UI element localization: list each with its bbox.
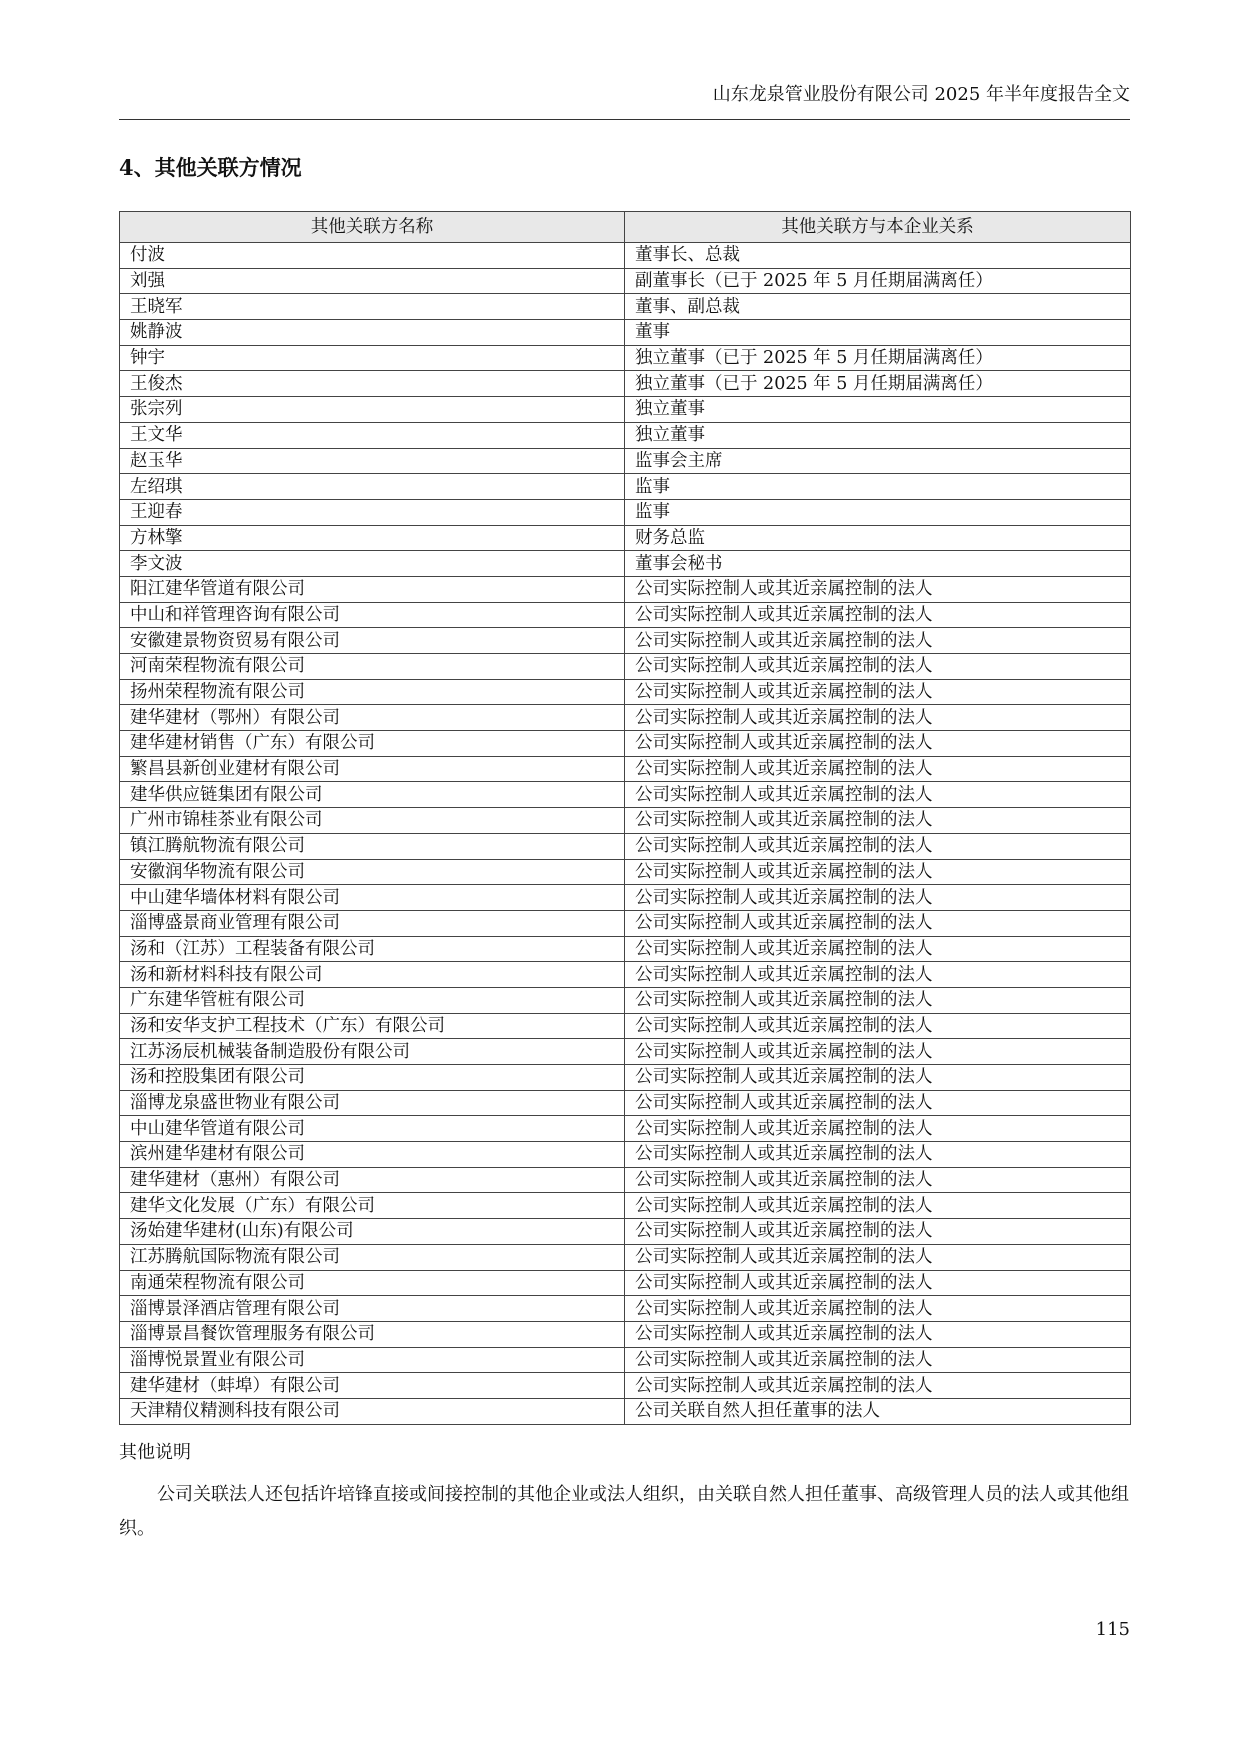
cell-party-name: 淄博龙泉盛世物业有限公司 bbox=[120, 1090, 625, 1116]
table-row bbox=[120, 1013, 1131, 1039]
cell-party-name: 淄博悦景置业有限公司 bbox=[120, 1347, 625, 1373]
table-row bbox=[120, 268, 1131, 294]
cell-relationship: 公司实际控制人或其近亲属控制的法人 bbox=[625, 1142, 1131, 1168]
table-row bbox=[120, 756, 1131, 782]
cell-party-name: 赵玉华 bbox=[120, 448, 625, 474]
cell-relationship: 公司实际控制人或其近亲属控制的法人 bbox=[625, 1167, 1131, 1193]
cell-relationship: 独立董事 bbox=[625, 422, 1131, 448]
cell-party-name: 滨州建华建材有限公司 bbox=[120, 1142, 625, 1168]
cell-relationship: 公司实际控制人或其近亲属控制的法人 bbox=[625, 1219, 1131, 1245]
cell-party-name: 天津精仪精测科技有限公司 bbox=[120, 1398, 625, 1424]
cell-relationship: 公司实际控制人或其近亲属控制的法人 bbox=[625, 962, 1131, 988]
table-row bbox=[120, 1193, 1131, 1219]
cell-party-name: 付波 bbox=[120, 243, 625, 269]
cell-party-name: 汤和控股集团有限公司 bbox=[120, 1065, 625, 1091]
table-row bbox=[120, 551, 1131, 577]
cell-relationship: 董事会秘书 bbox=[625, 551, 1131, 577]
page-header: 山东龙泉管业股份有限公司 2025 年半年度报告全文 bbox=[712, 84, 1130, 105]
cell-relationship: 公司实际控制人或其近亲属控制的法人 bbox=[625, 654, 1131, 680]
cell-relationship: 监事 bbox=[625, 474, 1131, 500]
header-divider bbox=[119, 119, 1130, 120]
table-row bbox=[120, 576, 1131, 602]
cell-relationship: 公司实际控制人或其近亲属控制的法人 bbox=[625, 1296, 1131, 1322]
table-row bbox=[120, 1090, 1131, 1116]
cell-party-name: 李文波 bbox=[120, 551, 625, 577]
cell-relationship: 公司实际控制人或其近亲属控制的法人 bbox=[625, 910, 1131, 936]
cell-relationship: 公司实际控制人或其近亲属控制的法人 bbox=[625, 808, 1131, 834]
cell-party-name: 中山和祥管理咨询有限公司 bbox=[120, 602, 625, 628]
table-row bbox=[120, 499, 1131, 525]
table-row bbox=[120, 474, 1131, 500]
table-body bbox=[120, 243, 1131, 1425]
table-row bbox=[120, 833, 1131, 859]
table-row bbox=[120, 243, 1131, 269]
cell-relationship: 独立董事（已于 2025 年 5 月任期届满离任） bbox=[625, 345, 1131, 371]
table-header-row bbox=[120, 212, 1131, 243]
table-row bbox=[120, 1270, 1131, 1296]
cell-relationship: 公司实际控制人或其近亲属控制的法人 bbox=[625, 1193, 1131, 1219]
table-row bbox=[120, 1219, 1131, 1245]
related-parties-table bbox=[119, 211, 1131, 1425]
table-row bbox=[120, 910, 1131, 936]
table-row bbox=[120, 397, 1131, 423]
cell-relationship: 公司实际控制人或其近亲属控制的法人 bbox=[625, 705, 1131, 731]
cell-party-name: 安徽润华物流有限公司 bbox=[120, 859, 625, 885]
cell-relationship: 公司实际控制人或其近亲属控制的法人 bbox=[625, 602, 1131, 628]
table-row bbox=[120, 1116, 1131, 1142]
table-row bbox=[120, 1039, 1131, 1065]
cell-relationship: 公司实际控制人或其近亲属控制的法人 bbox=[625, 1090, 1131, 1116]
cell-party-name: 方林擎 bbox=[120, 525, 625, 551]
notes-paragraph: 公司关联法人还包括许培锋直接或间接控制的其他企业或法人组织，由关联自然人担任董事、高级管理人员的法人或其他组织。 bbox=[119, 1484, 1129, 1539]
cell-party-name: 河南荣程物流有限公司 bbox=[120, 654, 625, 680]
cell-party-name: 张宗列 bbox=[120, 397, 625, 423]
cell-party-name: 汤和新材料科技有限公司 bbox=[120, 962, 625, 988]
cell-party-name: 广东建华管桩有限公司 bbox=[120, 987, 625, 1013]
table-row bbox=[120, 782, 1131, 808]
cell-relationship: 公司实际控制人或其近亲属控制的法人 bbox=[625, 1270, 1131, 1296]
cell-party-name: 王文华 bbox=[120, 422, 625, 448]
table-row bbox=[120, 859, 1131, 885]
cell-party-name: 建华供应链集团有限公司 bbox=[120, 782, 625, 808]
cell-relationship: 公司实际控制人或其近亲属控制的法人 bbox=[625, 833, 1131, 859]
cell-party-name: 淄博景泽酒店管理有限公司 bbox=[120, 1296, 625, 1322]
table-row bbox=[120, 294, 1131, 320]
table-row bbox=[120, 808, 1131, 834]
table-row bbox=[120, 602, 1131, 628]
cell-relationship: 公司实际控制人或其近亲属控制的法人 bbox=[625, 1244, 1131, 1270]
cell-relationship: 副董事长（已于 2025 年 5 月任期届满离任） bbox=[625, 268, 1131, 294]
table-row bbox=[120, 628, 1131, 654]
section-title: 4、其他关联方情况 bbox=[119, 155, 302, 180]
table-row bbox=[120, 371, 1131, 397]
cell-party-name: 汤始建华建材(山东)有限公司 bbox=[120, 1219, 625, 1245]
cell-relationship: 公司实际控制人或其近亲属控制的法人 bbox=[625, 936, 1131, 962]
cell-party-name: 建华建材（惠州）有限公司 bbox=[120, 1167, 625, 1193]
cell-relationship: 公司实际控制人或其近亲属控制的法人 bbox=[625, 731, 1131, 757]
cell-relationship: 监事会主席 bbox=[625, 448, 1131, 474]
cell-party-name: 建华建材（蚌埠）有限公司 bbox=[120, 1373, 625, 1399]
cell-relationship: 公司实际控制人或其近亲属控制的法人 bbox=[625, 1347, 1131, 1373]
cell-relationship: 公司实际控制人或其近亲属控制的法人 bbox=[625, 1039, 1131, 1065]
cell-party-name: 繁昌县新创业建材有限公司 bbox=[120, 756, 625, 782]
cell-party-name: 南通荣程物流有限公司 bbox=[120, 1270, 625, 1296]
column-header-relationship: 其他关联方与本企业关系 bbox=[625, 212, 1131, 243]
cell-relationship: 独立董事 bbox=[625, 397, 1131, 423]
notes-label: 其他说明 bbox=[119, 1442, 191, 1463]
table-row bbox=[120, 1065, 1131, 1091]
table-row bbox=[120, 936, 1131, 962]
cell-relationship: 公司实际控制人或其近亲属控制的法人 bbox=[625, 1373, 1131, 1399]
table-row bbox=[120, 1244, 1131, 1270]
cell-relationship: 公司实际控制人或其近亲属控制的法人 bbox=[625, 1065, 1131, 1091]
cell-relationship: 公司实际控制人或其近亲属控制的法人 bbox=[625, 1116, 1131, 1142]
cell-party-name: 建华建材（鄂州）有限公司 bbox=[120, 705, 625, 731]
cell-relationship: 公司实际控制人或其近亲属控制的法人 bbox=[625, 1013, 1131, 1039]
cell-party-name: 王迎春 bbox=[120, 499, 625, 525]
cell-party-name: 王俊杰 bbox=[120, 371, 625, 397]
table-row bbox=[120, 525, 1131, 551]
table-row bbox=[120, 422, 1131, 448]
table-row bbox=[120, 1321, 1131, 1347]
cell-relationship: 董事长、总裁 bbox=[625, 243, 1131, 269]
cell-party-name: 中山建华管道有限公司 bbox=[120, 1116, 625, 1142]
table-row bbox=[120, 320, 1131, 346]
cell-relationship: 公司实际控制人或其近亲属控制的法人 bbox=[625, 987, 1131, 1013]
cell-relationship: 公司实际控制人或其近亲属控制的法人 bbox=[625, 859, 1131, 885]
cell-party-name: 中山建华墙体材料有限公司 bbox=[120, 885, 625, 911]
table-row bbox=[120, 1142, 1131, 1168]
cell-party-name: 汤和安华支护工程技术（广东）有限公司 bbox=[120, 1013, 625, 1039]
cell-relationship: 公司实际控制人或其近亲属控制的法人 bbox=[625, 628, 1131, 654]
cell-relationship: 公司实际控制人或其近亲属控制的法人 bbox=[625, 679, 1131, 705]
table-row bbox=[120, 987, 1131, 1013]
cell-party-name: 镇江腾航物流有限公司 bbox=[120, 833, 625, 859]
cell-relationship: 公司实际控制人或其近亲属控制的法人 bbox=[625, 885, 1131, 911]
cell-party-name: 左绍琪 bbox=[120, 474, 625, 500]
table-row bbox=[120, 654, 1131, 680]
cell-relationship: 公司实际控制人或其近亲属控制的法人 bbox=[625, 576, 1131, 602]
table-row bbox=[120, 345, 1131, 371]
table-row bbox=[120, 705, 1131, 731]
cell-party-name: 汤和（江苏）工程装备有限公司 bbox=[120, 936, 625, 962]
cell-party-name: 建华文化发展（广东）有限公司 bbox=[120, 1193, 625, 1219]
table-row bbox=[120, 1347, 1131, 1373]
cell-relationship: 董事、副总裁 bbox=[625, 294, 1131, 320]
cell-party-name: 淄博景昌餐饮管理服务有限公司 bbox=[120, 1321, 625, 1347]
cell-party-name: 姚静波 bbox=[120, 320, 625, 346]
cell-party-name: 江苏汤辰机械装备制造股份有限公司 bbox=[120, 1039, 625, 1065]
table-row bbox=[120, 731, 1131, 757]
cell-party-name: 扬州荣程物流有限公司 bbox=[120, 679, 625, 705]
cell-relationship: 公司实际控制人或其近亲属控制的法人 bbox=[625, 1321, 1131, 1347]
cell-relationship: 财务总监 bbox=[625, 525, 1131, 551]
page-number: 115 bbox=[1095, 1619, 1130, 1640]
cell-party-name: 江苏腾航国际物流有限公司 bbox=[120, 1244, 625, 1270]
table-row bbox=[120, 1296, 1131, 1322]
cell-relationship: 独立董事（已于 2025 年 5 月任期届满离任） bbox=[625, 371, 1131, 397]
table-row bbox=[120, 679, 1131, 705]
cell-party-name: 广州市锦桂茶业有限公司 bbox=[120, 808, 625, 834]
cell-relationship: 监事 bbox=[625, 499, 1131, 525]
cell-party-name: 刘强 bbox=[120, 268, 625, 294]
cell-relationship: 董事 bbox=[625, 320, 1131, 346]
table-row bbox=[120, 885, 1131, 911]
table-row bbox=[120, 1373, 1131, 1399]
cell-relationship: 公司实际控制人或其近亲属控制的法人 bbox=[625, 782, 1131, 808]
cell-party-name: 淄博盛景商业管理有限公司 bbox=[120, 910, 625, 936]
cell-party-name: 安徽建景物资贸易有限公司 bbox=[120, 628, 625, 654]
cell-party-name: 建华建材销售（广东）有限公司 bbox=[120, 731, 625, 757]
table-row bbox=[120, 1167, 1131, 1193]
cell-relationship: 公司实际控制人或其近亲属控制的法人 bbox=[625, 756, 1131, 782]
table-row bbox=[120, 962, 1131, 988]
cell-relationship: 公司关联自然人担任董事的法人 bbox=[625, 1398, 1131, 1424]
column-header-name: 其他关联方名称 bbox=[120, 212, 625, 243]
cell-party-name: 王晓军 bbox=[120, 294, 625, 320]
table-row bbox=[120, 448, 1131, 474]
table-row bbox=[120, 1398, 1131, 1424]
cell-party-name: 阳江建华管道有限公司 bbox=[120, 576, 625, 602]
cell-party-name: 钟宇 bbox=[120, 345, 625, 371]
